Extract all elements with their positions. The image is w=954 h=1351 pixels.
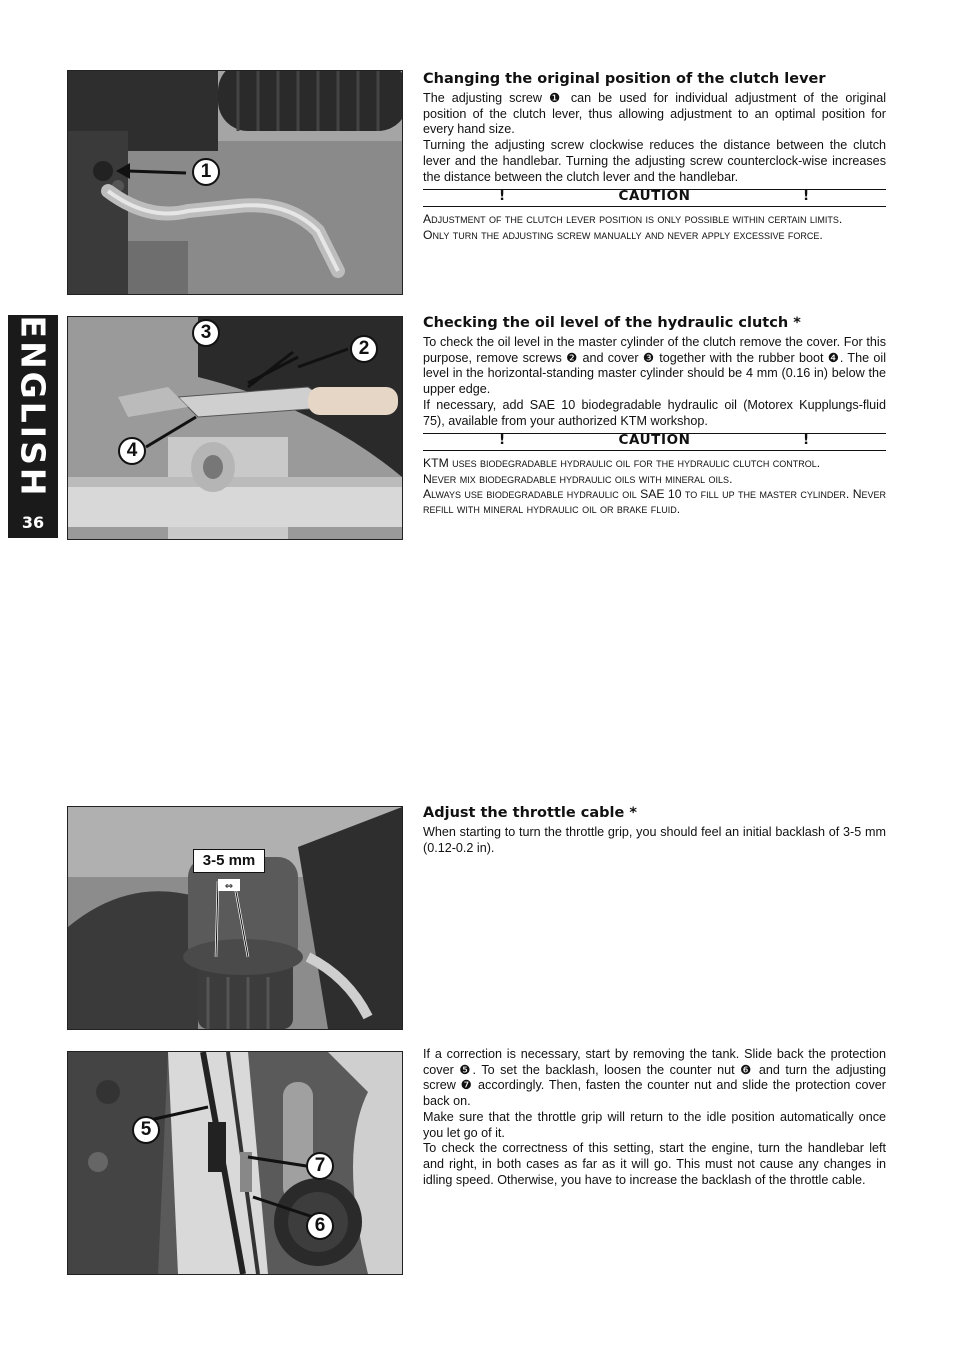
callout-2: 2 — [350, 335, 378, 363]
dimension-label: 3-5 mm — [193, 849, 265, 873]
hydraulic-clutch-para2: If necessary, add SAE 10 biodegradable hydraulic oil (Motorex Kupplungs-fluid 75), available from your authorized KTM workshop. — [423, 397, 886, 428]
clutch-lever-para2: Turning the adjusting screw clockwise reduces the distance between the clutch lever and the handlebar. Turning the adjusting screw counterclock-wise increases the distance between the clutch lever and the handlebar. — [423, 138, 886, 184]
throttle-cable-para1: When starting to turn the throttle grip, you should feel an initial backlash of 3-5 mm (0.12-0.2 in). — [423, 825, 886, 855]
hydraulic-clutch-title: Checking the oil level of the hydraulic clutch * — [423, 315, 801, 331]
caution-bar-2 — [423, 433, 886, 451]
throttle-correction-para2: Make sure that the throttle grip will return to the idle position automatically once you let go of it. — [423, 1109, 886, 1140]
hydraulic-clutch-section — [423, 314, 886, 518]
caution-label: CAUTION — [618, 432, 691, 449]
callout-3: 3 — [192, 319, 220, 347]
caution-mark: ! — [499, 188, 506, 205]
throttle-grip-photo — [67, 806, 403, 1030]
caution-text-3: KTM uses biodegradable hydraulic oil for the hydraulic clutch control. — [423, 456, 821, 471]
throttle-correction-para3: To check the correctness of this setting, start the engine, turn the handlebar left and right, in both cases as far as it will go. This must not cause any changes in idling speed. Otherwise, you have to increase the backlash of the throttle cable. — [423, 1141, 886, 1187]
hydraulic-clutch-photo — [67, 316, 403, 540]
clutch-lever-para1: The adjusting screw ❶ can be used for individual adjustment of the original position of the clutch lever, thus allowing adjustment to an optimal position for every hand size. — [423, 91, 886, 137]
caution-mark: ! — [499, 432, 506, 449]
throttle-cable-title: Adjust the throttle cable * — [423, 805, 637, 821]
svg-text:⇔: ⇔ — [224, 881, 234, 892]
caution-mark: ! — [803, 432, 810, 449]
page-number: 36 — [21, 513, 45, 532]
language-tab — [8, 315, 58, 538]
throttle-adjuster-photo — [67, 1051, 403, 1275]
language-label: ENGLISH — [13, 315, 53, 499]
caution-text-5: Always use biodegradable hydraulic oil SAE 10 to fill up the master cylinder. Never refill with mineral hydraulic oil or brake fluid. — [423, 487, 886, 517]
throttle-correction-section — [423, 1047, 886, 1188]
caution-bar-1 — [423, 189, 886, 207]
throttle-cable-section — [423, 804, 886, 856]
callout-4: 4 — [118, 437, 146, 465]
caution-text-2: Only turn the adjusting screw manually and never apply excessive force. — [423, 227, 823, 242]
callout-1: 1 — [192, 158, 220, 186]
caution-label: CAUTION — [618, 188, 691, 205]
callout-6: 6 — [306, 1212, 334, 1240]
callout-7: 7 — [306, 1152, 334, 1180]
caution-text-1: Adjustment of the clutch lever position is only possible within certain limits. — [423, 212, 843, 227]
clutch-lever-section — [423, 70, 886, 243]
caution-text-4: Never mix biodegradable hydraulic oils with mineral oils. — [423, 471, 733, 486]
hydraulic-clutch-para1: To check the oil level in the master cylinder of the clutch remove the cover. For this purpose, remove screws ❷ and cover ❸ together with the rubber boot ❹. The oil level in the horizontal-standing master cylinder should be 4 mm (0.16 in) below the upper edge. — [423, 335, 886, 397]
throttle-correction-para1: If a correction is necessary, start by removing the tank. Slide back the protection cover ❺. To set the backlash, loosen the counter nut ❻ and turn the adjusting screw ❼ accordingly. Then, fasten the counter nut and slide the protection cover back on. — [423, 1047, 886, 1109]
caution-mark: ! — [803, 188, 810, 205]
clutch-lever-title: Changing the original position of the clutch lever — [423, 71, 826, 87]
callout-5: 5 — [132, 1116, 160, 1144]
clutch-lever-photo — [67, 70, 403, 295]
